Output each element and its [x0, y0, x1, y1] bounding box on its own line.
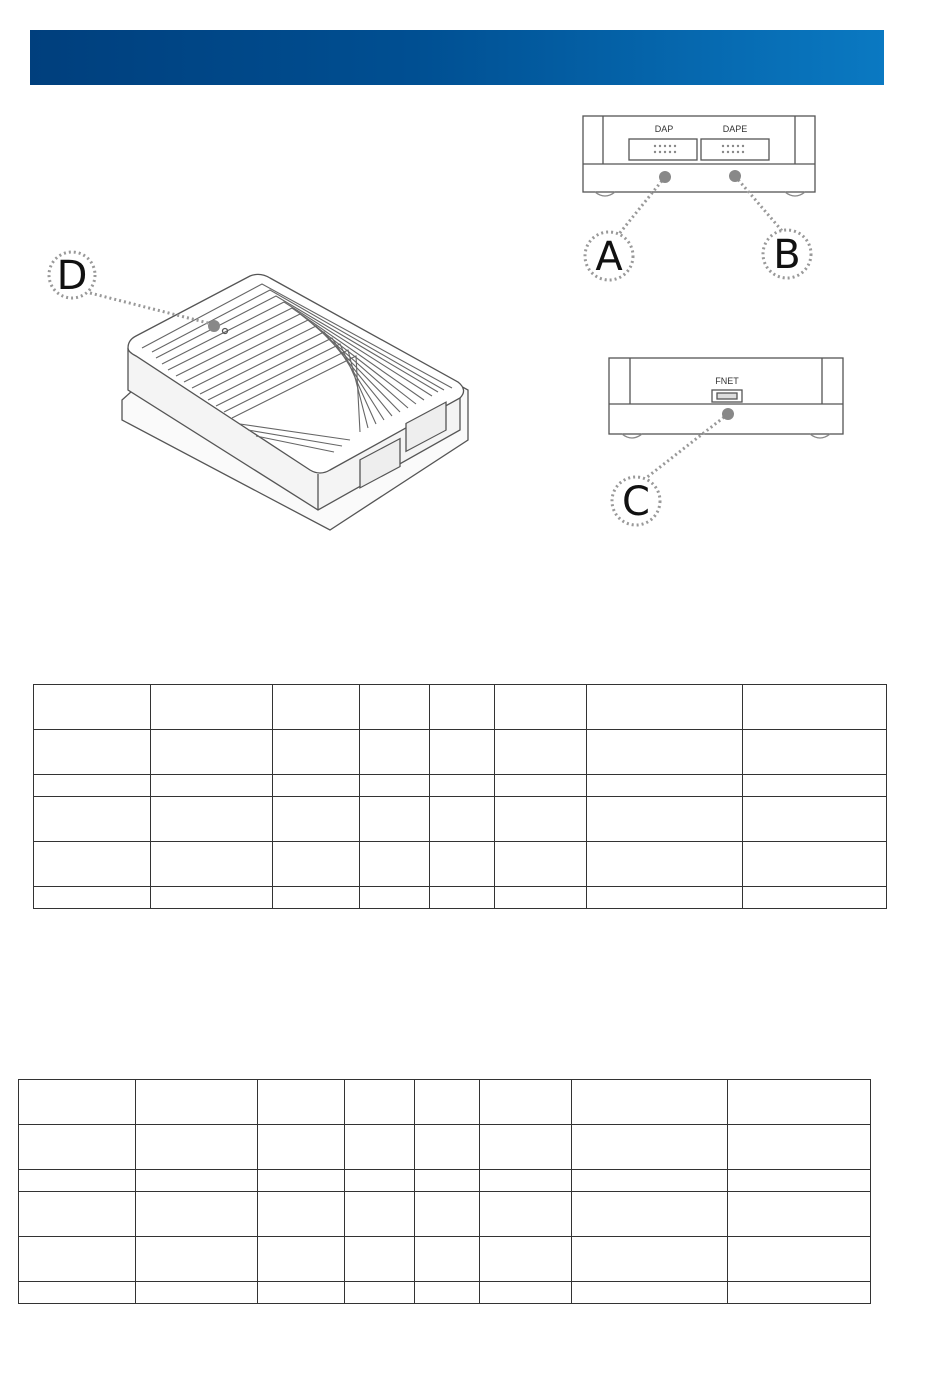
table-cell	[258, 1170, 345, 1192]
table-cell	[572, 1237, 728, 1282]
table-cell	[34, 842, 151, 887]
table-cell	[360, 730, 430, 775]
table-cell	[151, 730, 273, 775]
table-cell	[572, 1282, 728, 1304]
table-cell	[19, 1192, 136, 1237]
table-cell	[430, 842, 495, 887]
table-cell	[415, 1125, 480, 1170]
table-cell	[587, 797, 743, 842]
table-cell	[273, 730, 360, 775]
table-row	[34, 887, 887, 909]
device-isometric-drawing	[40, 240, 490, 540]
table-cell	[19, 1237, 136, 1282]
table-cell	[743, 730, 887, 775]
table-cell	[345, 1080, 415, 1125]
table-cell	[430, 730, 495, 775]
table-row	[19, 1080, 871, 1125]
spec-table-2	[18, 1079, 871, 1304]
table-cell	[743, 887, 887, 909]
table-cell	[258, 1282, 345, 1304]
port-label-dape: DAPE	[722, 124, 748, 134]
table-cell	[151, 685, 273, 730]
table-cell	[360, 842, 430, 887]
table-cell	[728, 1237, 871, 1282]
table-cell	[258, 1125, 345, 1170]
table-cell	[273, 842, 360, 887]
table-cell	[151, 842, 273, 887]
table-cell	[495, 685, 587, 730]
table-row	[19, 1125, 871, 1170]
table-cell	[495, 797, 587, 842]
table-row	[19, 1282, 871, 1304]
table-cell	[258, 1237, 345, 1282]
callout-a-label: A	[595, 234, 623, 280]
table-cell	[587, 730, 743, 775]
table-cell	[273, 775, 360, 797]
table-cell	[743, 775, 887, 797]
table-cell	[415, 1170, 480, 1192]
callout-d-label: D	[56, 253, 88, 299]
table-row	[19, 1170, 871, 1192]
table-cell	[480, 1170, 572, 1192]
table-cell	[587, 685, 743, 730]
table-row	[34, 775, 887, 797]
table-cell	[587, 887, 743, 909]
side-view-drawing	[600, 350, 850, 535]
table-cell	[572, 1170, 728, 1192]
table-cell	[273, 797, 360, 842]
table-cell	[415, 1192, 480, 1237]
table-cell	[728, 1282, 871, 1304]
table-cell	[572, 1192, 728, 1237]
table-cell	[136, 1125, 258, 1170]
table-cell	[430, 797, 495, 842]
table-row	[19, 1192, 871, 1237]
port-label-dap: DAP	[654, 124, 674, 134]
table-row	[34, 685, 887, 730]
table-cell	[258, 1080, 345, 1125]
table-cell	[480, 1125, 572, 1170]
table-cell	[273, 685, 360, 730]
table-row	[34, 797, 887, 842]
callout-c-label: C	[622, 479, 650, 525]
table-cell	[728, 1080, 871, 1125]
spec-table-1	[33, 684, 887, 909]
table-cell	[587, 842, 743, 887]
table-cell	[345, 1282, 415, 1304]
table-row	[34, 730, 887, 775]
table-cell	[19, 1080, 136, 1125]
table-cell	[495, 775, 587, 797]
table-cell	[136, 1192, 258, 1237]
table-cell	[19, 1170, 136, 1192]
table-cell	[151, 887, 273, 909]
table-cell	[572, 1125, 728, 1170]
table-cell	[345, 1192, 415, 1237]
table-cell	[728, 1192, 871, 1237]
table-cell	[345, 1170, 415, 1192]
table-cell	[415, 1282, 480, 1304]
table-cell	[34, 887, 151, 909]
table-cell	[480, 1192, 572, 1237]
table-row	[19, 1237, 871, 1282]
table-cell	[34, 730, 151, 775]
table-cell	[360, 775, 430, 797]
table-cell	[430, 887, 495, 909]
table-cell	[480, 1237, 572, 1282]
table-cell	[495, 730, 587, 775]
header-bar	[30, 30, 884, 85]
table-cell	[743, 842, 887, 887]
port-label-fnet: FNET	[715, 376, 739, 386]
table-cell	[136, 1237, 258, 1282]
table-cell	[495, 842, 587, 887]
table-cell	[151, 797, 273, 842]
table-cell	[258, 1192, 345, 1237]
table-cell	[743, 685, 887, 730]
table-cell	[151, 775, 273, 797]
front-view-drawing	[575, 110, 835, 285]
table-cell	[728, 1125, 871, 1170]
callout-b-label: B	[773, 232, 801, 278]
table-cell	[19, 1125, 136, 1170]
table-cell	[728, 1170, 871, 1192]
table-cell	[360, 685, 430, 730]
table-cell	[587, 775, 743, 797]
table-cell	[273, 887, 360, 909]
table-cell	[415, 1080, 480, 1125]
table-cell	[415, 1237, 480, 1282]
table-cell	[34, 685, 151, 730]
table-cell	[572, 1080, 728, 1125]
table-cell	[19, 1282, 136, 1304]
table-cell	[34, 797, 151, 842]
table-row	[34, 842, 887, 887]
table-cell	[360, 887, 430, 909]
table-cell	[480, 1080, 572, 1125]
table-cell	[430, 685, 495, 730]
table-cell	[345, 1125, 415, 1170]
table-cell	[743, 797, 887, 842]
table-cell	[136, 1282, 258, 1304]
table-cell	[360, 797, 430, 842]
table-cell	[136, 1080, 258, 1125]
table-cell	[345, 1237, 415, 1282]
table-cell	[136, 1170, 258, 1192]
table-cell	[34, 775, 151, 797]
table-cell	[430, 775, 495, 797]
table-cell	[480, 1282, 572, 1304]
table-cell	[495, 887, 587, 909]
